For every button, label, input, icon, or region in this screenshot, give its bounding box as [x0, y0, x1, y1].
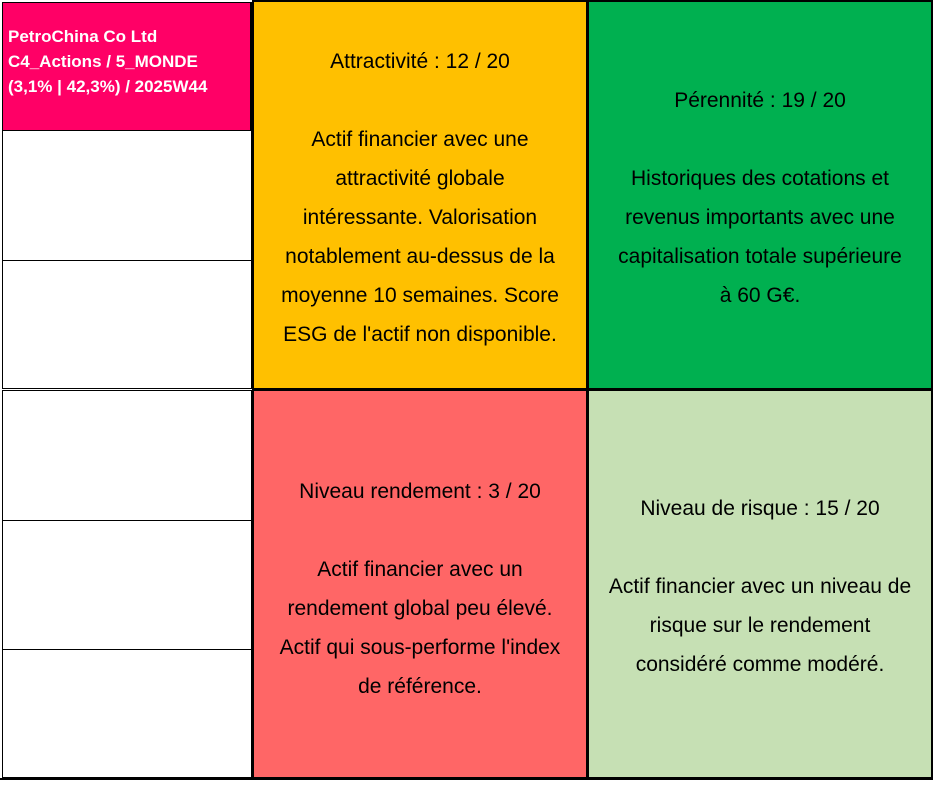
blank-cell-2 [2, 260, 252, 389]
blank-cell-3 [2, 390, 252, 521]
rendement-cell [252, 389, 588, 779]
risque-title: Niveau de risque : 15 / 20 [640, 497, 880, 520]
blank-cell-4 [2, 520, 252, 650]
rendement-title: Niveau rendement : 3 / 20 [299, 480, 541, 503]
blank-cell-5 [2, 649, 252, 778]
asset-category: C4_Actions / 5_MONDE [8, 52, 198, 71]
perennite-cell [587, 0, 933, 390]
asset-header [2, 2, 252, 131]
perennite-title: Pérennité : 19 / 20 [674, 89, 846, 112]
bottom-border [0, 778, 933, 780]
perennite-description: Historiques des cotations et revenus importants avec une capitalisation totale supérieure à 60 G€. [618, 167, 902, 307]
attractivite-title: Attractivité : 12 / 20 [330, 50, 510, 73]
blank-cell-1 [2, 130, 252, 261]
rendement-description: Actif financier avec un rendement global peu élevé. Actif qui sous-performe l'index de référence. [279, 558, 561, 698]
asset-name: PetroChina Co Ltd [8, 27, 158, 46]
risque-cell [587, 389, 933, 779]
asset-stats: (3,1% | 42,3%) / 2025W44 [8, 77, 208, 96]
attractivite-description: Actif financier avec une attractivité globale intéressante. Valorisation notablement au-dessus de la moyenne 10 semaines. Score ESG de l'actif non disponible. [281, 128, 559, 346]
risque-description: Actif financier avec un niveau de risque sur le rendement considéré comme modéré. [608, 575, 912, 676]
attractivite-cell [252, 0, 588, 390]
